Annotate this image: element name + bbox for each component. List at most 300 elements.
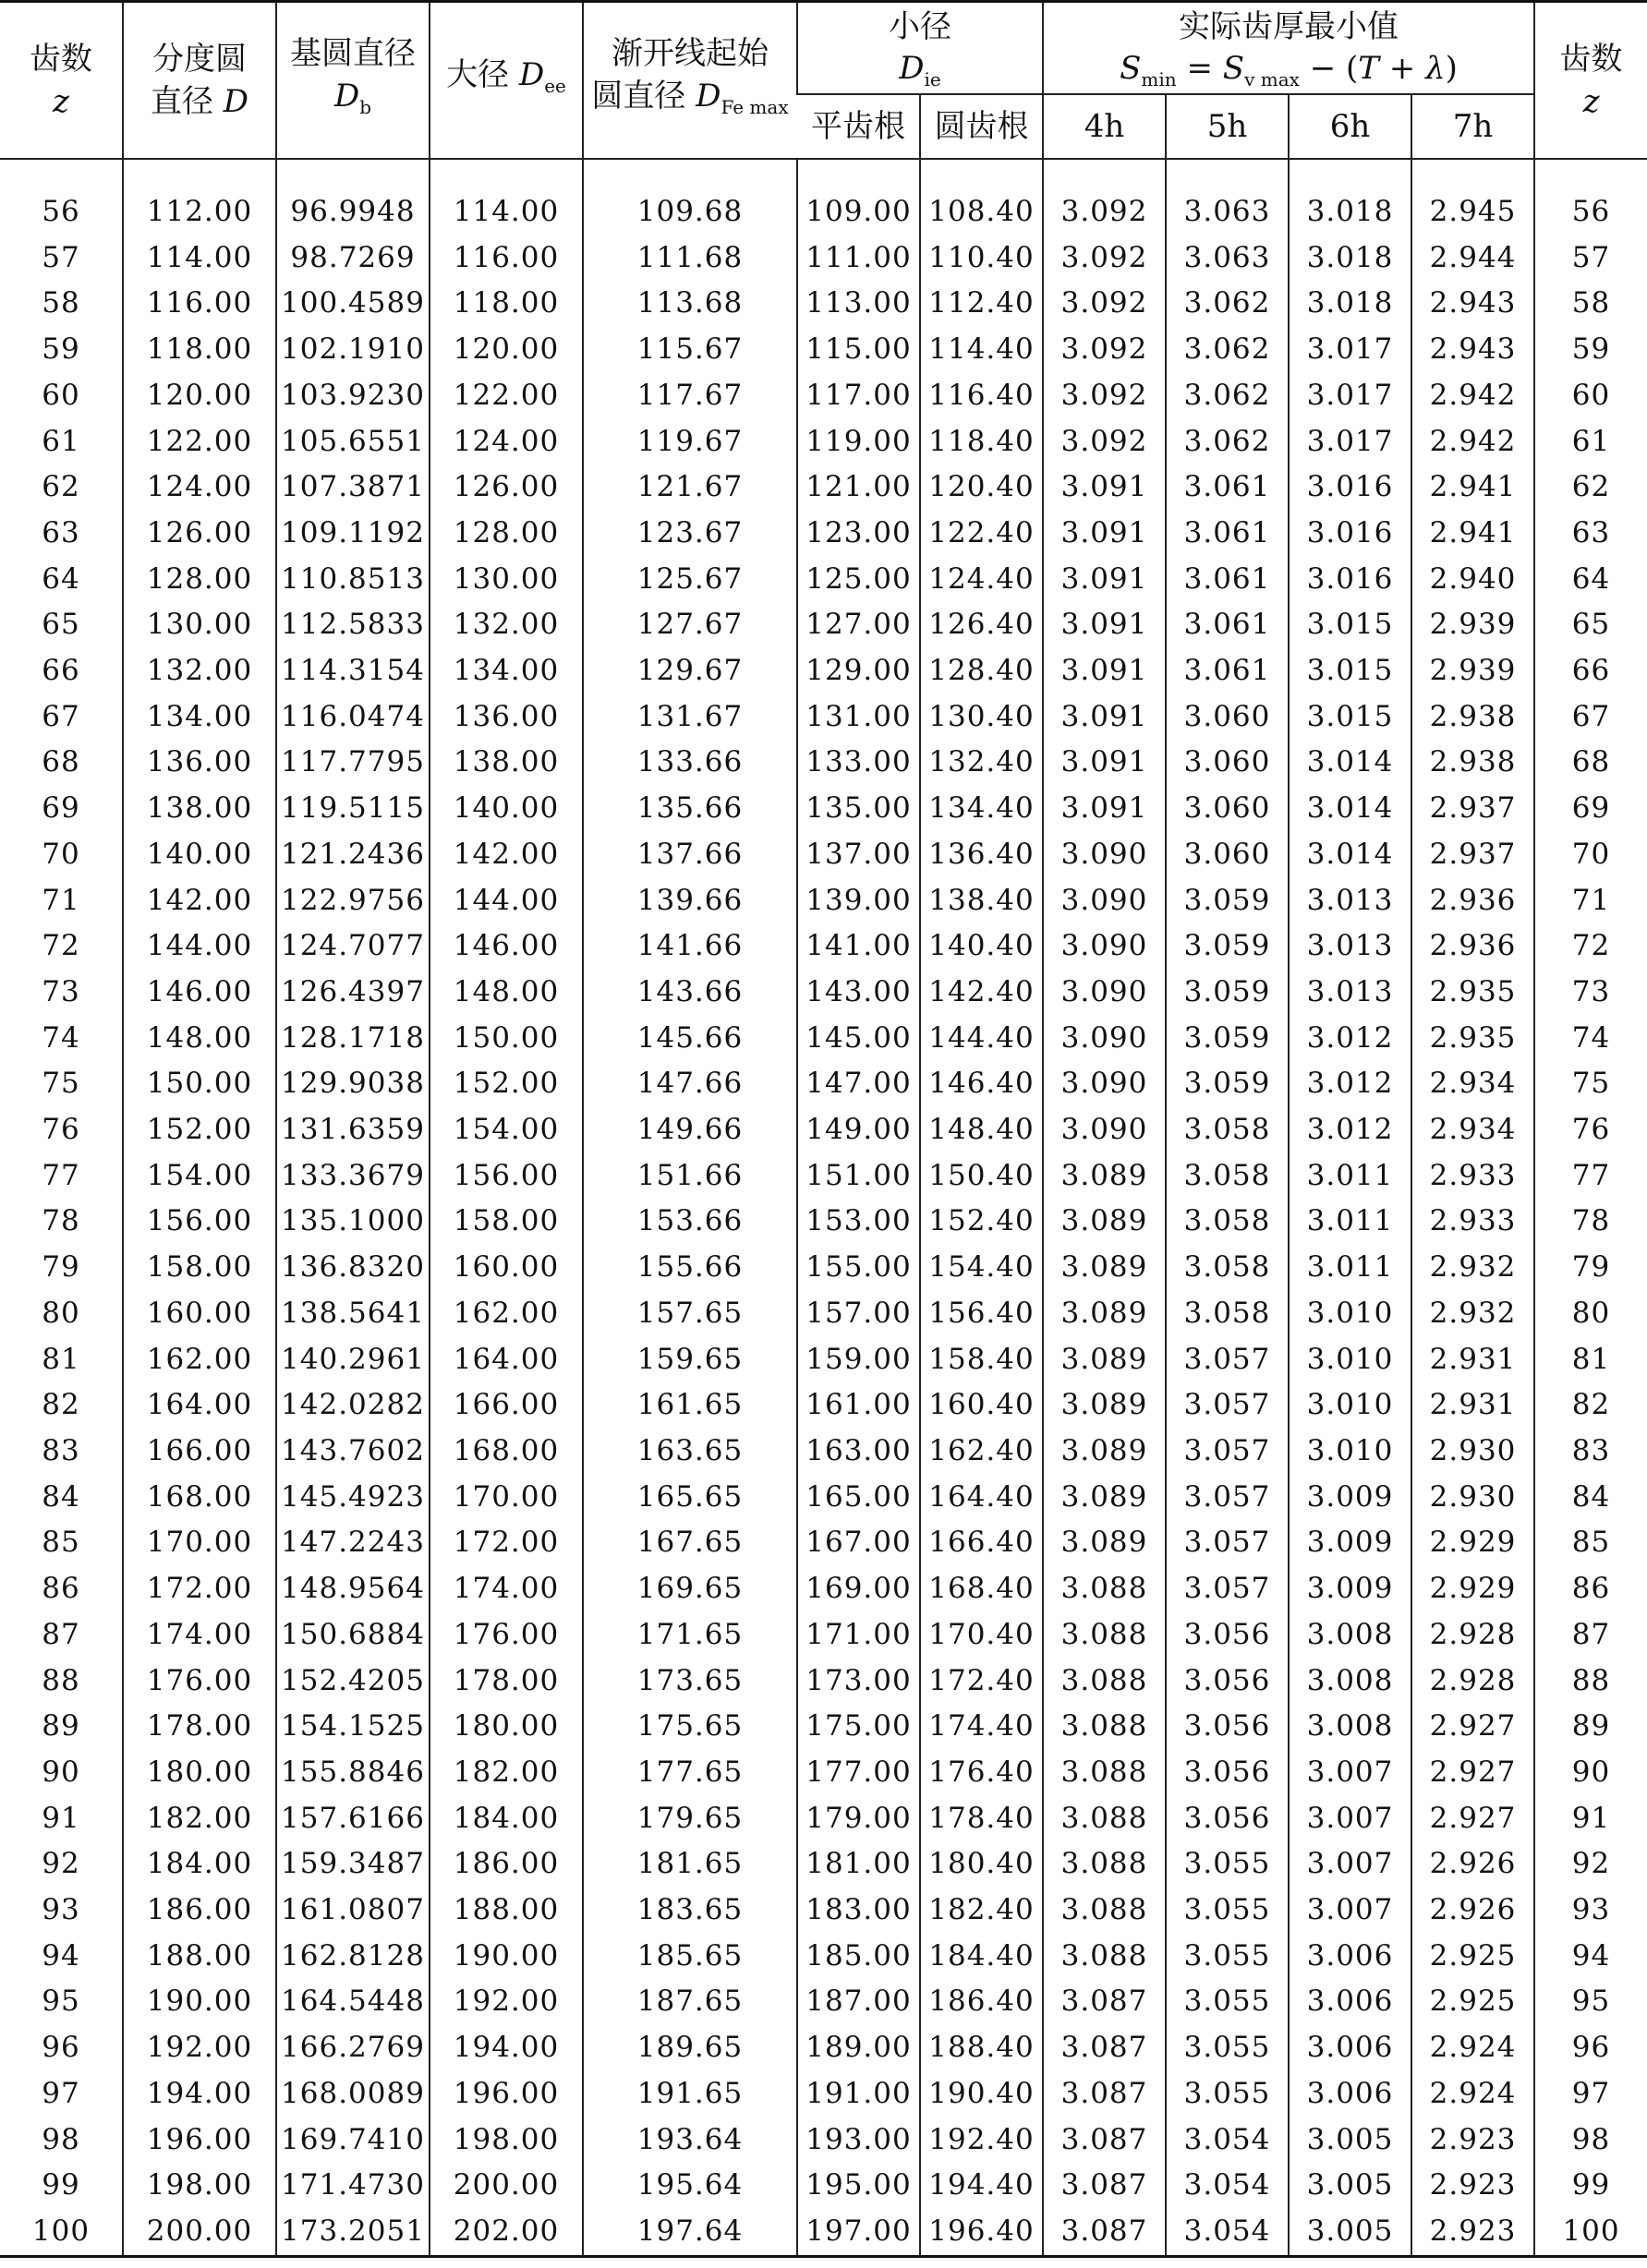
- cell-tooth-count: 71: [42, 883, 80, 917]
- cell-thickness-6h: 3.017: [1289, 373, 1411, 419]
- cell-thickness-6h: 3.016: [1289, 464, 1411, 511]
- cell-thickness-4h: 3.088: [1043, 1612, 1166, 1659]
- cell-base-dia: 100.4589: [276, 281, 430, 327]
- cell-tooth-count: 99: [42, 2168, 80, 2202]
- cell-thickness-4h: 3.088: [1043, 1659, 1166, 1705]
- cell-minor-round: 138.40: [920, 878, 1043, 924]
- cell-involute-start-dia: 115.67: [583, 327, 797, 373]
- cell-tooth-count-right: 90: [1534, 1750, 1647, 1796]
- cell-major-dia: 136.00: [430, 694, 583, 741]
- cell-minor-flat: 165.00: [797, 1475, 920, 1521]
- cell-minor-flat: 183.00: [797, 1888, 920, 1934]
- header-round-root: 圆齿根: [920, 94, 1043, 159]
- cell-thickness-5h: 3.061: [1166, 464, 1289, 511]
- cell-minor-flat: 137.00: [797, 832, 920, 878]
- cell-pitch-dia: 154.00: [123, 1153, 276, 1200]
- table-row: [0, 1337, 1647, 1383]
- cell-thickness-6h: 3.006: [1289, 2071, 1411, 2117]
- cell-thickness-6h: 3.011: [1289, 1199, 1411, 1245]
- cell-minor-flat: 153.00: [797, 1199, 920, 1245]
- table-row: [0, 1153, 1647, 1200]
- cell-pitch-dia: 198.00: [123, 2163, 276, 2209]
- cell-pitch-dia: 162.00: [123, 1337, 276, 1383]
- cell-tooth-count: 74: [42, 1020, 80, 1055]
- cell-involute-start-dia: 189.65: [583, 2025, 797, 2071]
- cell-base-dia: 96.9948: [276, 189, 430, 235]
- cell-involute-start-dia: 149.66: [583, 1107, 797, 1153]
- cell-tooth-count: 56: [42, 195, 80, 228]
- cell-base-dia: 152.4205: [276, 1659, 430, 1705]
- cell-thickness-5h: 3.058: [1166, 1107, 1289, 1153]
- cell-pitch-dia: 120.00: [123, 373, 276, 419]
- cell-thickness-4h: 3.089: [1043, 1429, 1166, 1475]
- cell-tooth-count: 95: [42, 1984, 80, 2019]
- cell-pitch-dia: 178.00: [123, 1704, 276, 1750]
- cell-tooth-count-right: 58: [1534, 281, 1647, 327]
- cell-minor-flat: 139.00: [797, 878, 920, 924]
- cell-tooth-count-right: 98: [1534, 2117, 1647, 2164]
- cell-minor-round: 196.40: [920, 2209, 1043, 2256]
- table-row: [0, 1934, 1647, 1980]
- cell-minor-round: 120.40: [920, 464, 1043, 511]
- cell-tooth-count-right: 57: [1534, 235, 1647, 282]
- cell-involute-start-dia: 165.65: [583, 1475, 797, 1521]
- cell-tooth-count-right: 79: [1534, 1245, 1647, 1291]
- cell-tooth-count: 66: [42, 654, 80, 688]
- cell-involute-start-dia: 161.65: [583, 1382, 797, 1429]
- cell-minor-round: 140.40: [920, 923, 1043, 970]
- cell-minor-flat: 119.00: [797, 419, 920, 465]
- cell-thickness-7h: 2.939: [1411, 648, 1534, 694]
- cell-tooth-count-right: 100: [1534, 2209, 1647, 2256]
- cell-major-dia: 148.00: [430, 970, 583, 1016]
- cell-involute-start-dia: 183.65: [583, 1888, 797, 1934]
- cell-tooth-count-right: 64: [1534, 557, 1647, 603]
- cell-major-dia: 158.00: [430, 1199, 583, 1245]
- cell-thickness-6h: 3.008: [1289, 1612, 1411, 1659]
- cell-major-dia: 116.00: [430, 235, 583, 282]
- cell-major-dia: 194.00: [430, 2025, 583, 2071]
- table-row: [0, 1750, 1647, 1796]
- cell-thickness-4h: 3.090: [1043, 1061, 1166, 1107]
- cell-minor-round: 158.40: [920, 1337, 1043, 1383]
- cell-tooth-count: 85: [42, 1526, 80, 1560]
- cell-thickness-6h: 3.012: [1289, 1107, 1411, 1153]
- cell-thickness-4h: 3.088: [1043, 1750, 1166, 1796]
- header-actual-thickness-min: 实际齿厚最小值 $S_{min} = S_{v max} - (T + \lambda)$: [1043, 2, 1534, 95]
- cell-thickness-4h: 3.087: [1043, 2163, 1166, 2209]
- cell-major-dia: 130.00: [430, 557, 583, 603]
- table-row: [0, 2163, 1647, 2209]
- cell-thickness-4h: 3.091: [1043, 786, 1166, 832]
- cell-minor-flat: 169.00: [797, 1566, 920, 1612]
- cell-base-dia: 129.9038: [276, 1061, 430, 1107]
- cell-thickness-6h: 3.016: [1289, 557, 1411, 603]
- cell-thickness-6h: 3.007: [1289, 1796, 1411, 1842]
- table-row: [0, 1291, 1647, 1337]
- cell-major-dia: 122.00: [430, 373, 583, 419]
- cell-thickness-5h: 3.058: [1166, 1199, 1289, 1245]
- cell-thickness-4h: 3.088: [1043, 1934, 1166, 1980]
- cell-thickness-7h: 2.942: [1411, 419, 1534, 465]
- cell-thickness-5h: 3.054: [1166, 2163, 1289, 2209]
- table-row: [0, 602, 1647, 648]
- cell-thickness-4h: 3.089: [1043, 1153, 1166, 1200]
- cell-minor-round: 178.40: [920, 1796, 1043, 1842]
- cell-thickness-4h: 3.088: [1043, 1704, 1166, 1750]
- cell-thickness-5h: 3.059: [1166, 970, 1289, 1016]
- cell-thickness-7h: 2.935: [1411, 1016, 1534, 1062]
- cell-thickness-6h: 3.016: [1289, 511, 1411, 557]
- table-row: [0, 373, 1647, 419]
- cell-tooth-count-right: 91: [1534, 1796, 1647, 1842]
- table-header: [0, 2, 1647, 160]
- table-row: [0, 1520, 1647, 1566]
- cell-thickness-4h: 3.092: [1043, 189, 1166, 235]
- cell-thickness-6h: 3.009: [1289, 1566, 1411, 1612]
- cell-minor-flat: 193.00: [797, 2117, 920, 2164]
- cell-base-dia: 162.8128: [276, 1934, 430, 1980]
- table-row: [0, 1475, 1647, 1521]
- cell-minor-flat: 145.00: [797, 1016, 920, 1062]
- table-row: [0, 327, 1647, 373]
- cell-base-dia: 112.5833: [276, 602, 430, 648]
- cell-involute-start-dia: 159.65: [583, 1337, 797, 1383]
- cell-pitch-dia: 134.00: [123, 694, 276, 741]
- table-row: [0, 1016, 1647, 1062]
- cell-minor-round: 174.40: [920, 1704, 1043, 1750]
- table-row: [0, 648, 1647, 694]
- cell-pitch-dia: 136.00: [123, 740, 276, 786]
- cell-minor-round: 152.40: [920, 1199, 1043, 1245]
- cell-thickness-6h: 3.008: [1289, 1704, 1411, 1750]
- cell-minor-flat: 123.00: [797, 511, 920, 557]
- cell-involute-start-dia: 157.65: [583, 1291, 797, 1337]
- cell-pitch-dia: 156.00: [123, 1199, 276, 1245]
- cell-base-dia: 126.4397: [276, 970, 430, 1016]
- cell-minor-flat: 135.00: [797, 786, 920, 832]
- cell-thickness-5h: 3.059: [1166, 1061, 1289, 1107]
- header-minor-diameter: 小径 $D_{ie}$: [797, 2, 1043, 95]
- cell-minor-round: 162.40: [920, 1429, 1043, 1475]
- cell-base-dia: 102.1910: [276, 327, 430, 373]
- table-row: [0, 1061, 1647, 1107]
- cell-pitch-dia: 130.00: [123, 602, 276, 648]
- cell-thickness-6h: 3.008: [1289, 1659, 1411, 1705]
- cell-thickness-5h: 3.056: [1166, 1704, 1289, 1750]
- cell-base-dia: 140.2961: [276, 1337, 430, 1383]
- cell-major-dia: 114.00: [430, 189, 583, 235]
- cell-pitch-dia: 196.00: [123, 2117, 276, 2164]
- cell-tooth-count: 97: [42, 2076, 80, 2110]
- cell-thickness-4h: 3.087: [1043, 1979, 1166, 2025]
- cell-thickness-4h: 3.089: [1043, 1291, 1166, 1337]
- cell-tooth-count-right: 86: [1534, 1566, 1647, 1612]
- cell-major-dia: 150.00: [430, 1016, 583, 1062]
- cell-minor-flat: 131.00: [797, 694, 920, 741]
- cell-minor-flat: 143.00: [797, 970, 920, 1016]
- cell-thickness-5h: 3.058: [1166, 1245, 1289, 1291]
- cell-tooth-count: 70: [42, 837, 80, 871]
- cell-thickness-5h: 3.059: [1166, 878, 1289, 924]
- cell-tooth-count: 100: [0, 2209, 123, 2256]
- cell-major-dia: 168.00: [430, 1429, 583, 1475]
- cell-minor-flat: 175.00: [797, 1704, 920, 1750]
- cell-thickness-7h: 2.941: [1411, 511, 1534, 557]
- cell-involute-start-dia: 113.68: [583, 281, 797, 327]
- cell-minor-flat: 141.00: [797, 923, 920, 970]
- cell-tooth-count-right: 93: [1534, 1888, 1647, 1934]
- table-row: [0, 740, 1647, 786]
- cell-minor-flat: 191.00: [797, 2071, 920, 2117]
- cell-minor-flat: 179.00: [797, 1796, 920, 1842]
- cell-thickness-5h: 3.060: [1166, 740, 1289, 786]
- cell-base-dia: 166.2769: [276, 2025, 430, 2071]
- table-row: [0, 970, 1647, 1016]
- cell-thickness-7h: 2.937: [1411, 832, 1534, 878]
- cell-thickness-4h: 3.087: [1043, 2117, 1166, 2164]
- cell-thickness-7h: 2.926: [1411, 1888, 1534, 1934]
- header-tooth-count-right: 齿数 z: [1534, 2, 1647, 160]
- cell-minor-round: 142.40: [920, 970, 1043, 1016]
- cell-tooth-count: 86: [42, 1572, 80, 1606]
- cell-thickness-4h: 3.087: [1043, 2025, 1166, 2071]
- cell-tooth-count: 60: [42, 378, 80, 412]
- cell-major-dia: 140.00: [430, 786, 583, 832]
- cell-tooth-count-right: 89: [1534, 1704, 1647, 1750]
- cell-minor-flat: 151.00: [797, 1153, 920, 1200]
- table-row: [0, 2209, 1647, 2256]
- cell-thickness-4h: 3.089: [1043, 1337, 1166, 1383]
- cell-base-dia: 143.7602: [276, 1429, 430, 1475]
- cell-involute-start-dia: 125.67: [583, 557, 797, 603]
- cell-pitch-dia: 138.00: [123, 786, 276, 832]
- cell-thickness-5h: 3.056: [1166, 1612, 1289, 1659]
- table-row: [0, 1199, 1647, 1245]
- cell-major-dia: 202.00: [430, 2209, 583, 2256]
- table-row: [0, 1382, 1647, 1429]
- cell-thickness-4h: 3.090: [1043, 970, 1166, 1016]
- cell-major-dia: 162.00: [430, 1291, 583, 1337]
- cell-thickness-7h: 2.938: [1411, 694, 1534, 741]
- cell-thickness-7h: 2.926: [1411, 1841, 1534, 1888]
- cell-minor-round: 132.40: [920, 740, 1043, 786]
- cell-base-dia: 110.8513: [276, 557, 430, 603]
- table-row: [0, 1659, 1647, 1705]
- cell-tooth-count: 75: [42, 1067, 80, 1101]
- cell-pitch-dia: 148.00: [123, 1016, 276, 1062]
- cell-tooth-count-right: 71: [1534, 878, 1647, 924]
- cell-base-dia: 116.0474: [276, 694, 430, 741]
- cell-thickness-4h: 3.090: [1043, 1107, 1166, 1153]
- cell-thickness-4h: 3.092: [1043, 281, 1166, 327]
- cell-pitch-dia: 112.00: [123, 189, 276, 235]
- cell-base-dia: 147.2243: [276, 1520, 430, 1566]
- cell-tooth-count: 67: [42, 699, 80, 733]
- cell-minor-flat: 117.00: [797, 373, 920, 419]
- cell-base-dia: 98.7269: [276, 235, 430, 282]
- cell-thickness-6h: 3.010: [1289, 1382, 1411, 1429]
- cell-base-dia: 148.9564: [276, 1566, 430, 1612]
- cell-base-dia: 128.1718: [276, 1016, 430, 1062]
- cell-involute-start-dia: 169.65: [583, 1566, 797, 1612]
- cell-thickness-6h: 3.017: [1289, 419, 1411, 465]
- cell-tooth-count-right: 96: [1534, 2025, 1647, 2071]
- cell-thickness-7h: 2.937: [1411, 786, 1534, 832]
- cell-base-dia: 114.3154: [276, 648, 430, 694]
- cell-tooth-count-right: 87: [1534, 1612, 1647, 1659]
- cell-pitch-dia: 150.00: [123, 1061, 276, 1107]
- cell-tooth-count-right: 76: [1534, 1107, 1647, 1153]
- cell-involute-start-dia: 175.65: [583, 1704, 797, 1750]
- cell-thickness-7h: 2.929: [1411, 1520, 1534, 1566]
- table-row: [0, 419, 1647, 465]
- cell-pitch-dia: 180.00: [123, 1750, 276, 1796]
- cell-minor-flat: 159.00: [797, 1337, 920, 1383]
- cell-major-dia: 124.00: [430, 419, 583, 465]
- cell-major-dia: 200.00: [430, 2163, 583, 2209]
- cell-minor-round: 168.40: [920, 1566, 1043, 1612]
- header-grade-4h: 4h: [1043, 94, 1166, 159]
- cell-major-dia: 186.00: [430, 1841, 583, 1888]
- cell-minor-flat: 157.00: [797, 1291, 920, 1337]
- cell-thickness-7h: 2.925: [1411, 1934, 1534, 1980]
- cell-pitch-dia: 158.00: [123, 1245, 276, 1291]
- cell-thickness-7h: 2.931: [1411, 1337, 1534, 1383]
- cell-minor-round: 130.40: [920, 694, 1043, 741]
- cell-base-dia: 145.4923: [276, 1475, 430, 1521]
- cell-tooth-count-right: 69: [1534, 786, 1647, 832]
- cell-major-dia: 160.00: [430, 1245, 583, 1291]
- cell-tooth-count: 69: [42, 791, 80, 826]
- cell-tooth-count: 93: [42, 1893, 80, 1927]
- cell-minor-round: 182.40: [920, 1888, 1043, 1934]
- cell-minor-flat: 113.00: [797, 281, 920, 327]
- cell-involute-start-dia: 147.66: [583, 1061, 797, 1107]
- cell-tooth-count-right: 85: [1534, 1520, 1647, 1566]
- cell-minor-flat: 163.00: [797, 1429, 920, 1475]
- cell-involute-start-dia: 145.66: [583, 1016, 797, 1062]
- cell-minor-round: 164.40: [920, 1475, 1043, 1521]
- cell-minor-round: 128.40: [920, 648, 1043, 694]
- cell-thickness-7h: 2.927: [1411, 1750, 1534, 1796]
- cell-tooth-count: 92: [42, 1847, 80, 1881]
- cell-tooth-count: 80: [42, 1296, 80, 1330]
- cell-minor-round: 126.40: [920, 602, 1043, 648]
- cell-tooth-count-right: 92: [1534, 1841, 1647, 1888]
- cell-major-dia: 178.00: [430, 1659, 583, 1705]
- header-grade-6h: 6h: [1289, 94, 1411, 159]
- cell-thickness-4h: 3.092: [1043, 373, 1166, 419]
- cell-thickness-4h: 3.090: [1043, 878, 1166, 924]
- cell-involute-start-dia: 173.65: [583, 1659, 797, 1705]
- cell-major-dia: 156.00: [430, 1153, 583, 1200]
- cell-tooth-count-right: 67: [1534, 694, 1647, 741]
- cell-pitch-dia: 160.00: [123, 1291, 276, 1337]
- cell-tooth-count: 58: [42, 286, 80, 320]
- cell-thickness-5h: 3.063: [1166, 189, 1289, 235]
- cell-involute-start-dia: 123.67: [583, 511, 797, 557]
- cell-thickness-5h: 3.060: [1166, 832, 1289, 878]
- cell-thickness-7h: 2.932: [1411, 1245, 1534, 1291]
- cell-major-dia: 192.00: [430, 1979, 583, 2025]
- cell-base-dia: 109.1192: [276, 511, 430, 557]
- cell-involute-start-dia: 129.67: [583, 648, 797, 694]
- cell-major-dia: 166.00: [430, 1382, 583, 1429]
- cell-thickness-5h: 3.054: [1166, 2117, 1289, 2164]
- cell-thickness-6h: 3.007: [1289, 1888, 1411, 1934]
- cell-base-dia: 169.7410: [276, 2117, 430, 2164]
- cell-tooth-count-right: 99: [1534, 2163, 1647, 2209]
- cell-pitch-dia: 200.00: [123, 2209, 276, 2256]
- cell-minor-flat: 115.00: [797, 327, 920, 373]
- cell-thickness-7h: 2.944: [1411, 235, 1534, 282]
- cell-tooth-count-right: 65: [1534, 602, 1647, 648]
- cell-base-dia: 105.6551: [276, 419, 430, 465]
- cell-major-dia: 120.00: [430, 327, 583, 373]
- cell-tooth-count: 59: [42, 332, 80, 367]
- cell-thickness-7h: 2.932: [1411, 1291, 1534, 1337]
- cell-pitch-dia: 170.00: [123, 1520, 276, 1566]
- cell-tooth-count-right: 80: [1534, 1291, 1647, 1337]
- cell-minor-flat: 121.00: [797, 464, 920, 511]
- cell-minor-round: 190.40: [920, 2071, 1043, 2117]
- cell-major-dia: 184.00: [430, 1796, 583, 1842]
- cell-thickness-5h: 3.057: [1166, 1475, 1289, 1521]
- cell-thickness-5h: 3.062: [1166, 281, 1289, 327]
- cell-base-dia: 107.3871: [276, 464, 430, 511]
- cell-base-dia: 150.6884: [276, 1612, 430, 1659]
- cell-base-dia: 135.1000: [276, 1199, 430, 1245]
- cell-thickness-5h: 3.059: [1166, 923, 1289, 970]
- cell-thickness-7h: 2.930: [1411, 1429, 1534, 1475]
- cell-involute-start-dia: 135.66: [583, 786, 797, 832]
- cell-thickness-6h: 3.018: [1289, 235, 1411, 282]
- cell-involute-start-dia: 127.67: [583, 602, 797, 648]
- cell-thickness-6h: 3.014: [1289, 740, 1411, 786]
- cell-major-dia: 190.00: [430, 1934, 583, 1980]
- table-row: [0, 878, 1647, 924]
- cell-minor-round: 118.40: [920, 419, 1043, 465]
- cell-pitch-dia: 114.00: [123, 235, 276, 282]
- cell-tooth-count: 76: [42, 1113, 80, 1147]
- cell-minor-flat: 189.00: [797, 2025, 920, 2071]
- cell-pitch-dia: 142.00: [123, 878, 276, 924]
- cell-tooth-count: 78: [42, 1204, 80, 1238]
- cell-thickness-6h: 3.006: [1289, 2025, 1411, 2071]
- cell-thickness-5h: 3.062: [1166, 327, 1289, 373]
- cell-involute-start-dia: 187.65: [583, 1979, 797, 2025]
- cell-thickness-6h: 3.005: [1289, 2117, 1411, 2164]
- cell-thickness-4h: 3.090: [1043, 1016, 1166, 1062]
- cell-major-dia: 126.00: [430, 464, 583, 511]
- cell-pitch-dia: 176.00: [123, 1659, 276, 1705]
- table-row: [0, 235, 1647, 282]
- cell-tooth-count-right: 62: [1534, 464, 1647, 511]
- cell-minor-flat: 187.00: [797, 1979, 920, 2025]
- cell-major-dia: 196.00: [430, 2071, 583, 2117]
- cell-thickness-7h: 2.928: [1411, 1659, 1534, 1705]
- cell-thickness-5h: 3.055: [1166, 2025, 1289, 2071]
- cell-major-dia: 146.00: [430, 923, 583, 970]
- cell-tooth-count-right: 73: [1534, 970, 1647, 1016]
- table-row: [0, 1979, 1647, 2025]
- cell-thickness-7h: 2.943: [1411, 327, 1534, 373]
- cell-pitch-dia: 132.00: [123, 648, 276, 694]
- cell-thickness-4h: 3.092: [1043, 327, 1166, 373]
- cell-thickness-5h: 3.056: [1166, 1796, 1289, 1842]
- cell-thickness-5h: 3.056: [1166, 1659, 1289, 1705]
